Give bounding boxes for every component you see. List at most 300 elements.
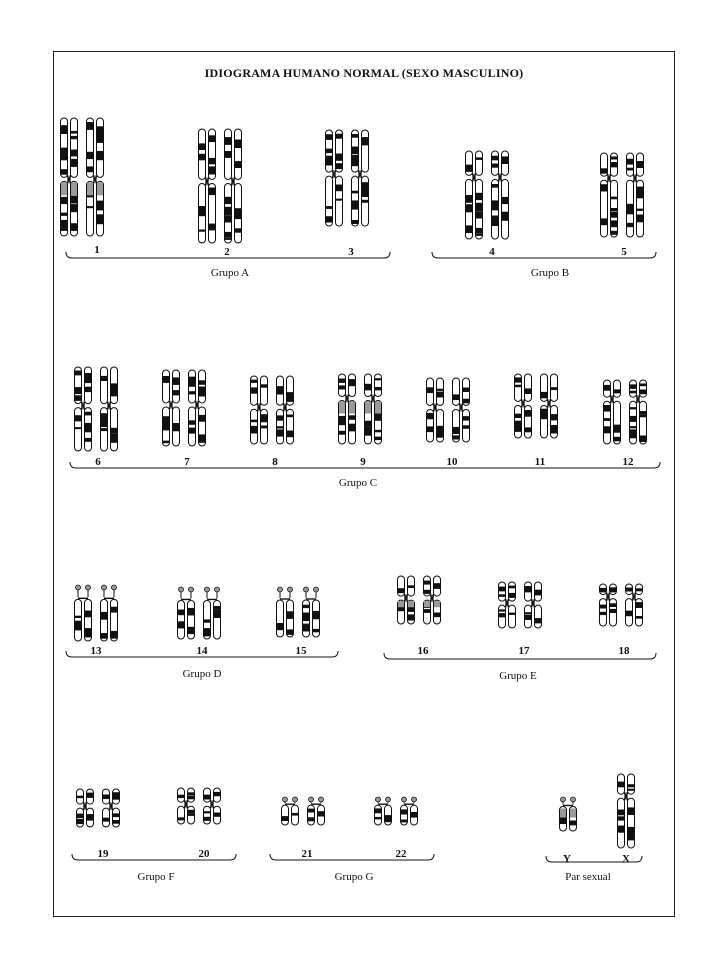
chromosome-band	[541, 411, 547, 419]
satellite	[278, 587, 283, 592]
chromosome-band	[97, 151, 103, 157]
chromosome-16	[398, 576, 415, 624]
satellite	[205, 587, 210, 592]
chromosome-label-y: Y	[563, 853, 571, 865]
chromatid-p-arm	[261, 376, 268, 405]
chromosome-band	[292, 813, 298, 816]
satellite	[102, 585, 107, 590]
heterochromatin-band	[375, 402, 381, 414]
chromosome-band	[101, 413, 107, 418]
chromosome-band	[463, 399, 469, 404]
chromosome-band	[626, 611, 632, 617]
centromere	[110, 802, 113, 810]
centromere	[637, 395, 640, 403]
chromosome-band	[611, 220, 617, 227]
chromosome-band	[61, 213, 67, 216]
chromosome-band	[173, 390, 179, 392]
chromosome-band	[630, 429, 636, 438]
chromosome-band	[502, 156, 508, 161]
chromosome-band	[560, 819, 566, 824]
chromosome-band	[611, 212, 617, 218]
chromosome-band	[453, 427, 459, 434]
chromosome-band	[85, 611, 91, 618]
chromosome-band	[214, 606, 220, 610]
chromosome-band	[466, 195, 472, 203]
chromosome-label-11: 11	[534, 456, 546, 468]
chromosome-band	[515, 385, 521, 388]
chromatid-p-arm	[628, 774, 635, 794]
heterochromatin-band	[71, 182, 77, 195]
chromosome-band	[101, 428, 107, 431]
chromosome-band	[339, 431, 345, 435]
chromosome-band	[476, 203, 482, 211]
chromosome-band	[515, 421, 521, 426]
chromatid-arm	[375, 805, 382, 825]
chromosome-band	[308, 809, 314, 813]
chromosome-band	[251, 387, 257, 393]
chromosome-band	[627, 168, 633, 171]
chromosome-3	[352, 130, 369, 226]
chromosome-band	[85, 635, 91, 638]
chromosome-band	[178, 795, 184, 798]
chromosome-band	[499, 613, 505, 617]
group-label-b: Grupo B	[530, 267, 570, 279]
chromosome-band	[188, 792, 194, 795]
chromosome-band	[401, 809, 407, 814]
chromosome-band	[287, 431, 293, 438]
centromere	[84, 802, 87, 810]
chromosome-band	[362, 200, 368, 203]
chromosome-band	[75, 371, 81, 376]
chromosome-band	[640, 384, 646, 387]
chromosome-9	[339, 374, 356, 444]
chromosome-band	[352, 155, 358, 163]
chromosome-band	[636, 589, 642, 591]
chromosome-band	[277, 415, 283, 420]
group-label-a: Grupo A	[210, 267, 250, 279]
chromosome-band	[466, 166, 472, 172]
chromosome-band	[604, 405, 610, 412]
chromosome-label-13: 13	[90, 645, 102, 657]
chromosome-band	[618, 826, 624, 833]
chromatid-q-arm	[628, 798, 635, 848]
chromosome-band	[282, 818, 288, 820]
chromosome-band	[199, 380, 205, 385]
chromosome-band	[313, 629, 319, 632]
chromosome-band	[600, 612, 606, 615]
chromosome-band	[77, 796, 83, 799]
chromosome-band	[628, 827, 634, 836]
group-label-g: Grupo G	[334, 871, 374, 883]
chromosome-band	[637, 209, 643, 211]
chromosome-band	[627, 223, 633, 227]
chromosome-band	[113, 813, 119, 817]
chromosome-band	[601, 189, 607, 191]
chromosome-band	[225, 151, 231, 158]
chromosome-band	[336, 185, 342, 189]
centromere	[431, 594, 434, 602]
chromosome-band	[637, 191, 643, 198]
chromosome-band	[365, 421, 371, 426]
centromere	[460, 403, 463, 411]
chromatid-q-arm	[103, 808, 110, 827]
chromosome-band	[336, 163, 342, 169]
chromosome-band	[611, 157, 617, 160]
chromosome-band	[551, 414, 557, 420]
chromosome-band	[97, 203, 103, 211]
chromosome-band	[87, 814, 93, 816]
page-title: IDIOGRAMA HUMANO NORMAL (SEXO MASCULINO)	[204, 66, 524, 80]
chromosome-band	[251, 380, 257, 383]
chromosome-band	[287, 611, 293, 619]
chromosome-10	[453, 378, 470, 442]
heterochromatin-band	[97, 182, 103, 195]
chromosome-label-18: 18	[618, 645, 630, 657]
chromosome-band	[611, 197, 617, 200]
chromosome-band	[189, 377, 195, 383]
chromosome-band	[178, 621, 184, 628]
chromosome-band	[509, 613, 515, 615]
chromosome-band	[235, 140, 241, 149]
chromosome-14	[178, 587, 195, 639]
chromosome-label-8: 8	[272, 456, 278, 468]
chromosome-band	[614, 438, 620, 441]
chromosome-band	[570, 821, 576, 826]
chromosome-band	[173, 377, 179, 385]
chromosome-band	[352, 147, 358, 155]
chromosome-band	[103, 795, 109, 799]
chromosome-band	[611, 231, 617, 235]
chromosome-band	[466, 165, 472, 167]
chromosome-4	[466, 151, 483, 239]
chromosome-band	[75, 427, 81, 429]
chromosome-band	[535, 592, 541, 595]
heterochromatin-band	[434, 601, 440, 607]
chromosome-12	[630, 380, 647, 444]
chromosome-label-12: 12	[622, 456, 634, 468]
chromosome-6	[101, 367, 118, 451]
chromatid-p-arm	[173, 370, 180, 403]
centromere	[108, 402, 111, 410]
chromosome-band	[437, 389, 443, 391]
chromosome-band	[492, 203, 498, 211]
chromosome-band	[71, 150, 77, 156]
chromosome-13	[101, 585, 118, 641]
chromosome-band	[434, 585, 440, 589]
chromosome-18	[626, 584, 643, 626]
centromere	[625, 792, 628, 800]
chromosome-band	[618, 816, 624, 820]
heterochromatin-band	[61, 182, 67, 195]
chromosome-band	[610, 589, 616, 592]
chromosome-22	[401, 797, 418, 825]
chromosome-band	[385, 815, 391, 820]
satellite	[412, 797, 417, 802]
chromosome-band	[610, 609, 616, 613]
centromere	[94, 175, 97, 183]
chromosome-9	[365, 374, 382, 444]
chromatid-p-arm	[101, 367, 108, 404]
chromosome-band	[188, 627, 194, 634]
chromosome-band	[303, 613, 309, 622]
satellite	[309, 797, 314, 802]
chromosome-band	[87, 124, 93, 130]
chromosome-band	[87, 206, 93, 208]
chromosome-5	[601, 153, 618, 237]
chromosome-band	[424, 609, 430, 613]
chromosome-band	[189, 420, 195, 425]
chromosome-band	[401, 820, 407, 823]
chromosome-band	[199, 230, 205, 232]
chromosome-band	[303, 605, 309, 608]
chromosome-band	[551, 387, 557, 390]
chromosome-band	[525, 612, 531, 614]
chromosome-label-14: 14	[196, 645, 208, 657]
chromosome-band	[630, 391, 636, 394]
chromatid-p-arm	[235, 129, 242, 179]
chromosome-band	[408, 614, 414, 620]
chromosome-band	[525, 586, 531, 589]
chromosome-20	[204, 788, 221, 824]
chromosome-4	[492, 151, 509, 239]
chromosome-band	[277, 426, 283, 428]
chromosome-band	[103, 818, 109, 821]
chromosome-band	[375, 430, 381, 433]
chromosome-band	[178, 817, 184, 820]
chromosome-band	[628, 784, 634, 787]
chromosome-band	[502, 197, 508, 203]
chromosome-band	[71, 159, 77, 167]
chromatid-q-arm	[502, 179, 509, 239]
centromere	[473, 173, 476, 181]
chromatid-p-arm	[627, 153, 634, 176]
chromosome-band	[71, 131, 77, 134]
chromosome-band	[204, 795, 210, 799]
chromosome-band	[225, 137, 231, 145]
chromatid-p-arm	[71, 118, 78, 177]
satellite	[288, 587, 293, 592]
chromosome-band	[525, 410, 531, 417]
chromosome-band	[199, 211, 205, 216]
chromosome-label-15: 15	[295, 645, 307, 657]
chromosome-band	[349, 379, 355, 383]
chromosome-band	[630, 384, 636, 389]
chromosome-band	[365, 385, 371, 391]
chromosome-label-5: 5	[621, 246, 627, 258]
chromosome-band	[628, 789, 634, 791]
centromere	[608, 174, 611, 182]
chromatid-q-arm	[204, 806, 211, 824]
chromosome-band	[111, 392, 117, 396]
chromosome-band	[427, 387, 433, 393]
heterochromatin-band	[398, 601, 404, 607]
centromere	[206, 177, 209, 185]
chromosome-band	[75, 395, 81, 401]
chromosome-band	[75, 387, 81, 394]
chromosome-band	[326, 206, 332, 209]
chromosome-band	[85, 387, 91, 392]
chromosome-x	[618, 774, 635, 848]
chromosome-band	[225, 237, 231, 240]
chromosome-band	[541, 396, 547, 399]
chromosome-label-19: 19	[97, 848, 109, 860]
satellite	[571, 797, 576, 802]
chromosome-19	[77, 789, 94, 827]
chromosome-7	[189, 370, 206, 446]
chromosome-band	[640, 436, 646, 443]
chromosome-band	[235, 162, 241, 166]
heterochromatin-band	[570, 808, 576, 817]
satellite	[189, 587, 194, 592]
centromere	[82, 402, 85, 410]
chromosome-band	[113, 796, 119, 800]
centromere	[284, 403, 287, 411]
chromosome-band	[97, 156, 103, 160]
chromosome-band	[204, 817, 210, 821]
chromosome-band	[604, 385, 610, 388]
chromatid-arm	[75, 599, 82, 641]
chromosome-band	[463, 425, 469, 429]
chromosome-band	[75, 625, 81, 630]
chromosome-band	[204, 619, 210, 622]
chromatid-q-arm	[178, 806, 185, 824]
chromosome-band	[476, 228, 482, 233]
chromosome-band	[163, 422, 169, 430]
chromosome-band	[188, 810, 194, 813]
chromosome-band	[97, 136, 103, 143]
heterochromatin-band	[87, 182, 93, 195]
chromosome-band	[199, 147, 205, 149]
chromosome-band	[111, 385, 117, 393]
chromosome-band	[362, 137, 368, 145]
chromosome-band	[326, 160, 332, 166]
chromosome-band	[173, 427, 179, 431]
chromosome-band	[551, 425, 557, 428]
group-label-s: Par sexual	[565, 871, 611, 883]
chromosome-18	[600, 584, 617, 626]
chromosome-band	[375, 387, 381, 390]
chromosome-band	[287, 629, 293, 635]
chromosome-band	[525, 427, 531, 432]
chromatid-p-arm	[163, 370, 170, 403]
chromosome-band	[636, 616, 642, 619]
chromosome-band	[437, 392, 443, 398]
centromere	[68, 175, 71, 183]
chromosome-band	[209, 135, 215, 142]
chromosome-band	[71, 196, 77, 204]
centromere	[611, 395, 614, 403]
chromosome-band	[492, 164, 498, 168]
chromosome-3	[326, 130, 343, 226]
chromosome-band	[525, 388, 531, 394]
chromosome-label-7: 7	[184, 456, 190, 468]
chromosome-band	[287, 398, 293, 402]
heterochromatin-band	[349, 402, 355, 414]
centromere	[522, 399, 525, 407]
chromosome-band	[225, 215, 231, 222]
chromatid-arm	[178, 600, 185, 639]
heterochromatin-band	[424, 601, 430, 607]
chromosome-label-x: X	[622, 853, 630, 865]
chromosome-band	[375, 378, 381, 380]
chromosome-band	[627, 159, 633, 165]
chromosome-5	[627, 153, 644, 237]
chromosome-label-21: 21	[301, 848, 313, 860]
chromosome-band	[614, 425, 620, 433]
chromosome-label-2: 2	[224, 246, 230, 258]
chromosome-band	[476, 193, 482, 200]
heterochromatin-band	[560, 808, 566, 817]
chromosome-band	[515, 414, 521, 418]
chromatid-p-arm	[453, 378, 460, 405]
chromosome-band	[277, 624, 283, 630]
chromosome-11	[515, 374, 532, 438]
chromosome-16	[424, 576, 441, 624]
chromosome-band	[113, 792, 119, 796]
chromosome-2	[225, 129, 242, 243]
chromosome-band	[204, 628, 210, 636]
chromosome-band	[618, 782, 624, 788]
chromatid-p-arm	[640, 380, 647, 397]
centromere	[185, 800, 188, 808]
chromosome-band	[188, 813, 194, 816]
chromosome-band	[204, 811, 210, 813]
chromosome-band	[85, 438, 91, 442]
chromosome-band	[235, 228, 241, 232]
chromosome-band	[209, 224, 215, 231]
chromosome-19	[103, 789, 120, 827]
chromosome-band	[163, 376, 169, 383]
chromosome-band	[640, 411, 646, 415]
chromosome-band	[535, 621, 541, 623]
chromosome-band	[515, 377, 521, 382]
chromosome-band	[101, 376, 107, 379]
chromosome-band	[101, 633, 107, 639]
centromere	[258, 403, 261, 411]
centromere	[211, 800, 214, 808]
chromosome-14	[204, 587, 221, 639]
chromosome-band	[640, 415, 646, 418]
chromosome-band	[601, 169, 607, 174]
chromosome-band	[525, 615, 531, 620]
chromosome-band	[627, 209, 633, 212]
chromosome-band	[398, 591, 404, 593]
chromosome-band	[199, 154, 205, 159]
chromosome-band	[476, 233, 482, 236]
chromosome-band	[188, 608, 194, 616]
chromosome-band	[630, 416, 636, 422]
chromosome-band	[77, 814, 83, 819]
chromatid-p-arm	[476, 151, 483, 175]
satellite	[402, 797, 407, 802]
chromosome-band	[640, 390, 646, 395]
chromosome-band	[434, 613, 440, 617]
chromosome-band	[509, 593, 515, 598]
chromosome-band	[408, 585, 414, 588]
chromatid-p-arm	[525, 374, 532, 401]
chromosome-band	[261, 414, 267, 418]
chromosome-band	[352, 200, 358, 203]
chromosome-band	[251, 426, 257, 429]
centromere	[633, 593, 636, 601]
chromosome-label-22: 22	[395, 848, 407, 860]
chromosome-band	[476, 211, 482, 218]
chromosome-band	[87, 793, 93, 796]
chromosome-21	[308, 797, 325, 825]
chromosome-band	[604, 426, 610, 430]
chromosome-band	[225, 197, 231, 204]
chromosome-1	[87, 118, 104, 236]
